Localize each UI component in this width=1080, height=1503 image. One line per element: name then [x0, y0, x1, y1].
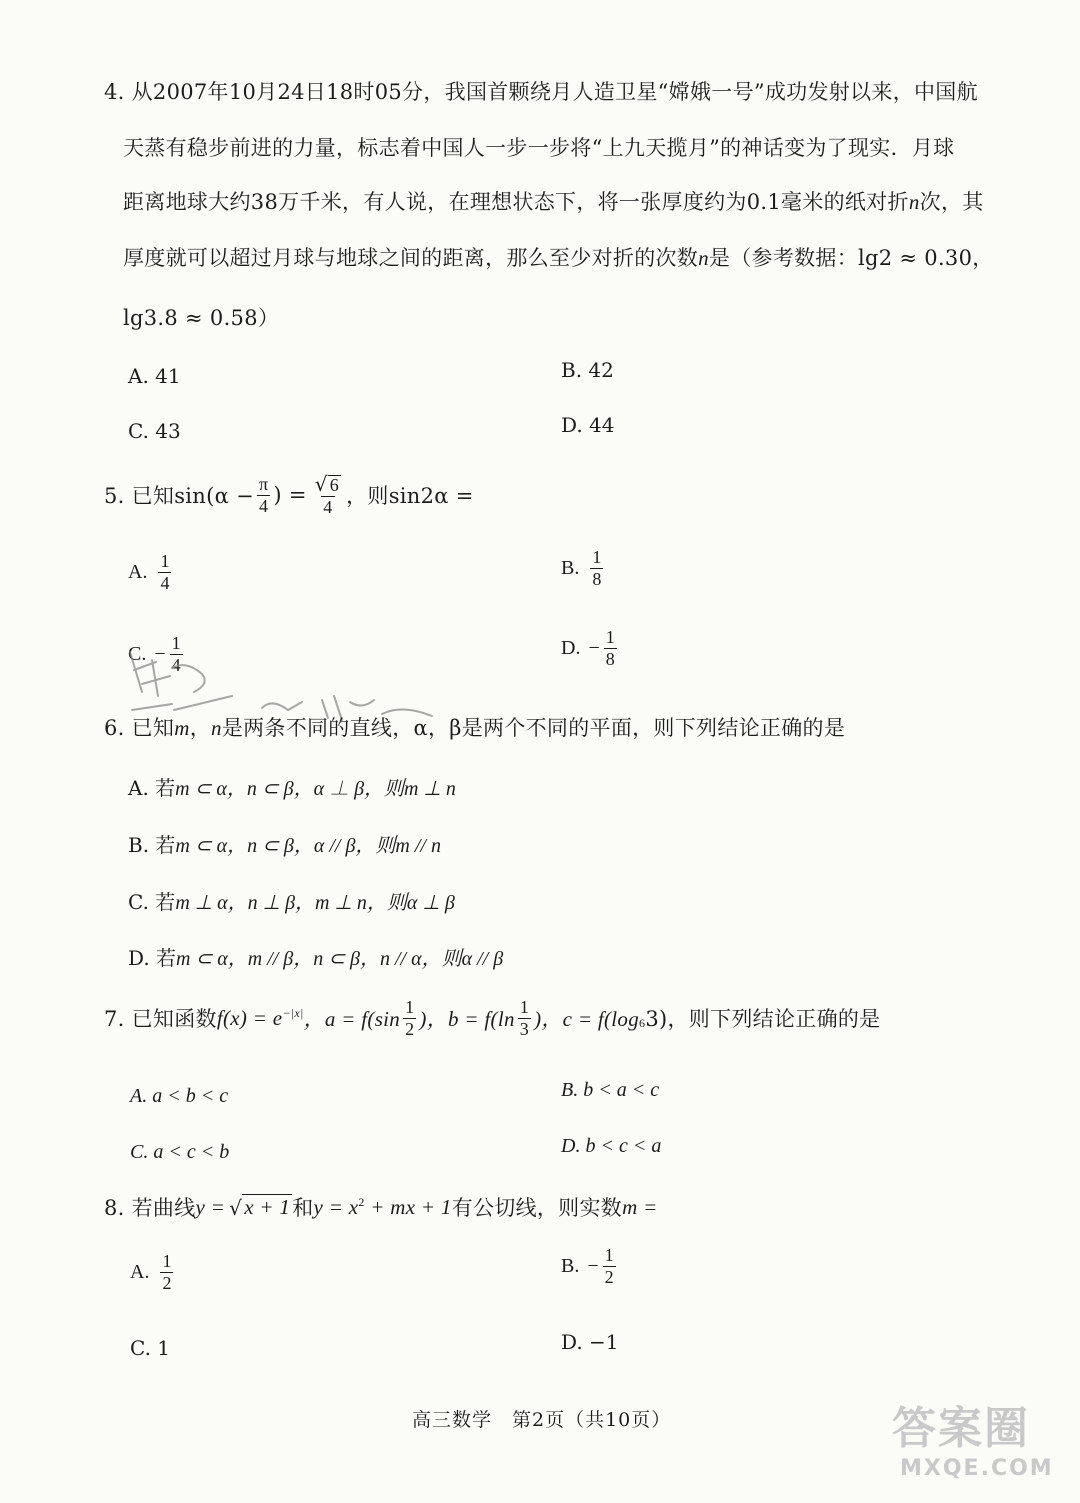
q4-n-var-2: n — [698, 246, 709, 270]
q8-prefix: 8. 若曲线 — [104, 1196, 196, 1220]
q4-option-d: D. 44 — [561, 413, 615, 437]
q5-option-b: B. $\frac{1}{8}$ — [561, 547, 602, 589]
q4-option-a: A. 41 — [128, 364, 181, 388]
q8-and: 和 — [292, 1196, 314, 1220]
q4-line-1: 4. 从2007年10月24日18时05分，我国首颗绕月人造卫星“嫦娥一号”成功发射以来，中国航 — [104, 80, 978, 104]
q5-option-c: C. − $\frac{1}{4}$ — [128, 633, 181, 675]
q6-stem-a: 6. 已知 — [104, 716, 175, 740]
q6-option-a: A. 若 m ⊂ α，n ⊂ β，α ⊥ β，则m ⊥ n — [128, 776, 456, 800]
q4-option-c: C. 43 — [128, 419, 181, 443]
q4-option-b: B. 42 — [561, 358, 614, 382]
q8-y1: y = — [195, 1194, 226, 1219]
q7-option-b: B. b < a < c — [561, 1079, 660, 1101]
q4-line-3b: 次，其 — [919, 190, 984, 214]
q6-stem-n: n — [211, 716, 222, 740]
q4-line-5: lg3.8 ≈ 0.58） — [123, 306, 280, 330]
q7-stem: 7. 已知函数 $f(x) = e^{-|x|}$ ，a = f(sin $\frac{1}{2}$ )，b = f(ln $\frac{1}{3}$ )，c = f(log $_6$ 3)，则下列结论正确的是 — [104, 997, 881, 1039]
q4-line-2: 天蒸有稳步前进的力量，标志着中国人一步一步将“上九天揽月”的神话变为了现实．月球 — [123, 136, 955, 160]
q6-option-b: B. 若 m ⊂ α，n ⊂ β，α // β，则m // n — [128, 833, 441, 857]
q8-suffix: 有公切线，则实数 — [451, 1196, 623, 1220]
q4-line-3 — [123, 186, 984, 216]
q5-mid: ) = — [273, 483, 307, 508]
q7-option-a: A. a < b < c — [130, 1085, 229, 1107]
q7-c-part: )，c = f(log — [534, 1007, 640, 1032]
q5-option-a: A. $\frac{1}{4}$ — [128, 551, 170, 593]
q5-stem — [104, 474, 474, 517]
q8-m: m = — [622, 1194, 658, 1219]
q5-pi-over-4: $\frac{\pi}{4}$ — [258, 474, 269, 516]
q8-y2: $y = x^2$ + mx + 1 — [313, 1194, 452, 1219]
q6-option-d: D. 若 m ⊂ α，m // β，n ⊂ β，n // α，则α // β — [128, 946, 504, 970]
q5-suffix: ，则sin2α = — [346, 484, 474, 509]
q6-stem-comma: ， — [189, 716, 211, 740]
q6-option-c: C. 若 m ⊥ α，n ⊥ β，m ⊥ n，则α ⊥ β — [128, 890, 455, 914]
q7-option-d: D. b < c < a — [561, 1135, 662, 1157]
watermark-logo: 答案圈 — [892, 1403, 1030, 1454]
q5-prefix: 5. 已知sin(α − — [104, 484, 254, 509]
q7-function: $f(x) = e^{-|x|}$ — [216, 1005, 304, 1030]
q4-line-4a: 厚度就可以超过月球与地球之间的距离，那么至少对折的次数 — [123, 246, 699, 270]
watermark-url: MXQE.COM — [900, 1456, 1054, 1481]
q8-option-a: A. $\frac{1}{2}$ — [130, 1251, 172, 1293]
q4-line-4b: 是（参考数据：lg2 ≈ 0.30， — [708, 246, 994, 270]
q4-line-3a: 距离地球大约38万千米，有人说，在理想状态下，将一张厚度约为0.1毫米的纸对折 — [123, 190, 909, 214]
q8-option-c: C. 1 — [130, 1336, 171, 1360]
q7-option-c: C. a < c < b — [130, 1141, 230, 1163]
q7-log-base: 6 — [639, 1015, 646, 1030]
q6-stem-m: m — [174, 716, 190, 740]
q8-option-d: D. −1 — [561, 1330, 619, 1354]
q7-log-arg: 3)，则下列结论正确的是 — [645, 1007, 881, 1032]
q7-a-part: ，a = f(sin — [303, 1007, 401, 1032]
q6-stem — [104, 712, 845, 742]
q6-stem-b: 是两条不同的直线，α，β是两个不同的平面，则下列结论正确的是 — [221, 716, 846, 740]
q8-option-b: B. − $\frac{1}{2}$ — [561, 1245, 614, 1287]
q7-b-part: )，b = f(ln — [419, 1007, 515, 1032]
q5-option-d: D. − $\frac{1}{8}$ — [561, 627, 615, 669]
q7-prefix: 7. 已知函数 — [104, 1007, 217, 1032]
q8-stem — [104, 1192, 658, 1222]
page-footer: 高三数学 第2页（共10页） — [412, 1409, 672, 1431]
q4-line-4 — [123, 242, 994, 272]
q5-sqrt6-over-4: √ 6 4 — [314, 472, 340, 517]
q8-sqrt: √ x + 1 — [229, 1195, 291, 1220]
q4-n-var: n — [908, 190, 920, 214]
